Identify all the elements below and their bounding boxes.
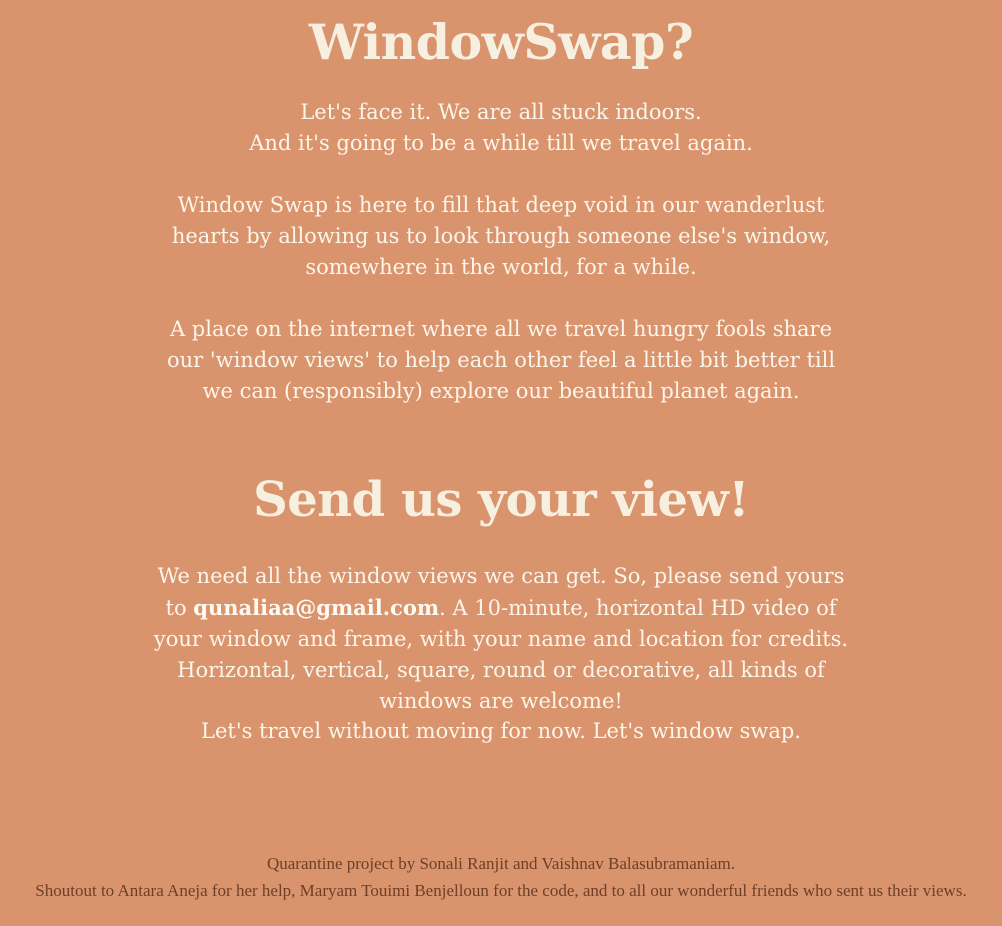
footer-shoutout: Shoutout to Antara Aneja for her help, Maryam Touimi Benjelloun for the code, and to all our wonderful friends who sent us their views.: [35, 881, 967, 900]
about-paragraph: Window Swap is here to fill that deep void in our wanderlust hearts by allowing us to look through someone else's window, somewhere in the world, for a while.: [171, 193, 831, 279]
submission-paragraph: [151, 561, 851, 717]
email-link[interactable]: qunaliaa@gmail.com: [193, 595, 440, 620]
send-view-heading: Send us your view!: [253, 472, 749, 528]
closing-line: Let's travel without moving for now. Let's window swap.: [201, 719, 801, 743]
intro-line-2: And it's going to be a while till we travel again.: [249, 131, 753, 155]
page-title: WindowSwap?: [308, 13, 694, 71]
submission-details: . A 10-minute, horizontal HD video of your window and frame, with your name and location for credits. Horizontal, vertical, square, round or decorative, all kinds of windows are welcome!: [153, 596, 849, 713]
intro-paragraph: [0, 97, 1002, 159]
footer-credits: Quarantine project by Sonali Ranjit and Vaishnav Balasubramaniam.: [266, 854, 735, 873]
mission-paragraph: A place on the internet where all we travel hungry fools share our 'window views' to help each other feel a little bit better till we can (responsibly) explore our beautiful planet again.: [166, 317, 836, 403]
intro-line-1: Let's face it. We are all stuck indoors.: [300, 100, 702, 124]
submission-intro: We need all the window views we can get. So, please send yours to: [157, 564, 845, 620]
